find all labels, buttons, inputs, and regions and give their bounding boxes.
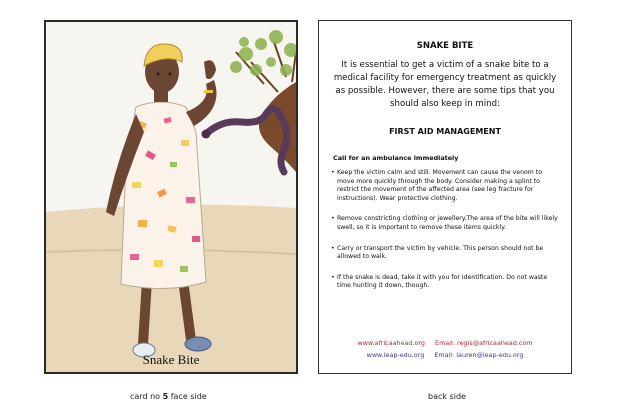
back-title: SNAKE BITE [416, 41, 474, 51]
back-side-label: back side [428, 392, 466, 401]
card-side-face: face side [170, 392, 207, 401]
front-caption: Snake Bite [142, 352, 200, 367]
contact-row-africaahead [319, 337, 571, 349]
list-item: • Keep the victim calm and still. Movement can cause the venom to move more quickly through the body. Consider making a splint to restrict the movement of the affected area (see leg fracture for instructions). Wear protective clothing. [331, 169, 561, 203]
list-item: • Carry or transport the victim by vehicle. This person should not be allowed to walk. [331, 245, 561, 262]
web-link-leap[interactable]: www.leap-edu.org [366, 351, 425, 359]
email-label: Email: [434, 351, 455, 359]
back-card [318, 20, 572, 374]
front-side-label [130, 392, 207, 401]
intro-paragraph: It is essential to get a victim of a snake bite to a medical facility for emergency treatment as quickly as possible. However, there are some tips that you should also keep in mind: [333, 60, 557, 109]
contact-row-leap [319, 349, 571, 361]
list-item: • If the snake is dead, take it with you for identification. Do not waste time hunting it down, though. [331, 274, 561, 291]
contacts [319, 337, 571, 361]
card-number: 5 [162, 392, 169, 401]
tips-list [331, 169, 561, 303]
email-link-lauren[interactable]: lauren@leap-edu.org [456, 351, 524, 359]
call-ambulance-line: Call for an ambulance immediately [333, 154, 459, 162]
list-item: • Remove constricting clothing or jewellery.The area of the bite will likely swell, so it is important to remove these items quickly. [331, 215, 561, 232]
email-label: Email: [435, 339, 455, 347]
first-aid-heading: FIRST AID MANAGEMENT [389, 127, 501, 136]
snake-bite-illustration [46, 22, 296, 372]
web-link-africaahead[interactable]: www.africaahead.org [357, 339, 425, 347]
front-card [44, 20, 298, 374]
email-link-regis[interactable]: regis@africaahead.com [456, 339, 533, 347]
card-prefix: card no [130, 392, 161, 401]
